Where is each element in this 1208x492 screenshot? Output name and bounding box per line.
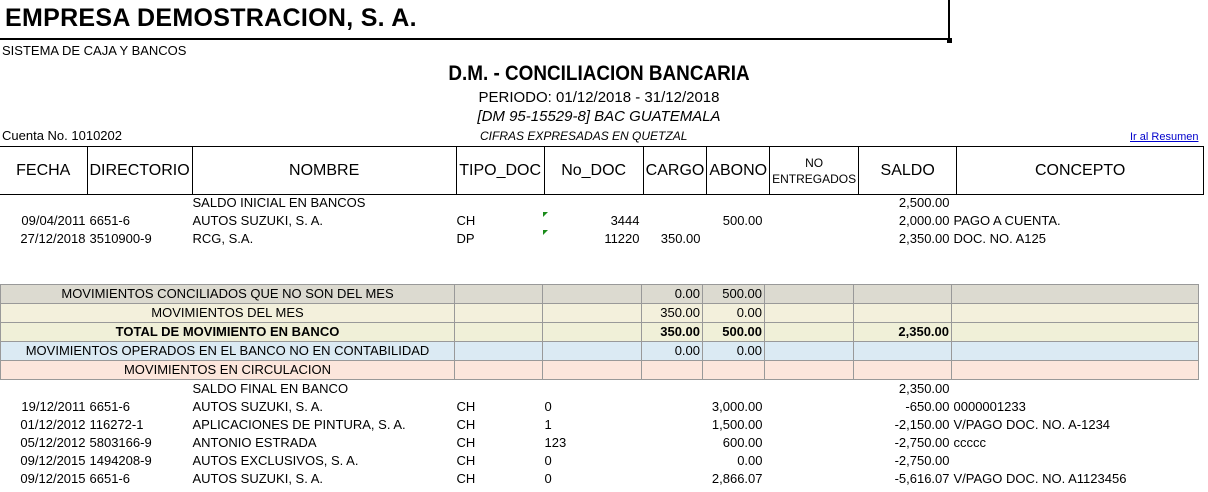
table-row[interactable] xyxy=(1,416,1199,434)
total-abono: 500.00 xyxy=(703,323,765,342)
no-doc-cell: 11220 xyxy=(543,230,642,248)
fecha-cell: 05/12/2012 xyxy=(20,435,86,450)
abono-cell: 1,500.00 xyxy=(711,417,763,432)
circulacion-label: MOVIMIENTOS EN CIRCULACION xyxy=(1,361,455,380)
column-header-row xyxy=(0,146,1204,195)
report-title: D.M. - CONCILIACION BANCARIA xyxy=(448,62,750,85)
fecha-cell: 09/12/2015 xyxy=(20,471,86,486)
total-row xyxy=(1,323,1199,342)
currency-note: CIFRAS EXPRESADAS EN QUETZAL xyxy=(480,129,688,143)
concepto-cell: DOC. NO. A125 xyxy=(953,231,1046,246)
report-period: PERIODO: 01/12/2018 - 31/12/2018 xyxy=(478,89,720,106)
no-doc-cell: 0 xyxy=(544,453,552,468)
fecha-cell: 19/12/2011 xyxy=(21,399,86,414)
saldo-cell: 2,000.00 xyxy=(898,213,950,228)
conciliados-abono: 500.00 xyxy=(703,285,765,304)
column-header-no-doc: No_DOC xyxy=(544,147,643,195)
system-name: SISTEMA DE CAJA Y BANCOS xyxy=(2,43,187,58)
directorio-cell: 6651-6 xyxy=(89,399,130,414)
no-doc-cell: 0 xyxy=(544,399,552,414)
tipo-doc-cell: CH xyxy=(456,435,476,450)
initial-balance-label: SALDO INICIAL EN BANCOS xyxy=(192,195,366,210)
nombre-cell: ANTONIO ESTRADA xyxy=(192,435,317,450)
column-header-fecha: FECHA xyxy=(0,147,87,195)
total-saldo: 2,350.00 xyxy=(854,323,952,342)
saldo-cell: -650.00 xyxy=(905,399,950,414)
directorio-cell: 3510900-9 xyxy=(89,231,152,246)
cell-selection-handle[interactable] xyxy=(947,38,952,43)
nombre-cell: APLICACIONES DE PINTURA, S. A. xyxy=(192,417,406,432)
tipo-doc-cell: CH xyxy=(456,453,476,468)
saldo-cell: -2,150.00 xyxy=(894,417,950,432)
tipo-doc-cell: CH xyxy=(456,399,476,414)
bank-account-name: [DM 95-15529-8] BAC GUATEMALA xyxy=(477,108,721,125)
initial-balance-row xyxy=(1,194,1199,212)
fecha-cell: 01/12/2012 xyxy=(20,417,86,432)
concepto-cell: V/PAGO DOC. NO. A-1234 xyxy=(953,417,1111,432)
no-doc-cell: 1 xyxy=(544,417,552,432)
del-mes-row xyxy=(1,304,1199,323)
directorio-cell: 116272-1 xyxy=(89,417,144,432)
company-name: EMPRESA DEMOSTRACION, S. A. xyxy=(5,4,417,32)
table-row[interactable] xyxy=(1,434,1199,452)
column-header-abono: ABONO xyxy=(707,147,770,195)
summary-link[interactable]: Ir al Resumen xyxy=(1130,131,1199,143)
column-header-concepto: CONCEPTO xyxy=(957,147,1204,195)
concepto-cell: V/PAGO DOC. NO. A1123456 xyxy=(953,471,1127,486)
account-number: Cuenta No. 1010202 xyxy=(2,128,122,143)
operados-abono: 0.00 xyxy=(703,342,765,361)
saldo-cell: -2,750.00 xyxy=(894,453,950,468)
final-balance-row xyxy=(1,380,1199,399)
fecha-cell: 09/12/2015 xyxy=(20,453,86,468)
abono-cell: 0.00 xyxy=(737,453,763,468)
initial-balance-saldo: 2,500.00 xyxy=(898,195,950,210)
concepto-cell: PAGO A CUENTA. xyxy=(953,213,1061,228)
conciliados-row xyxy=(1,285,1199,304)
column-header-cargo: CARGO xyxy=(643,147,707,195)
saldo-cell: 2,350.00 xyxy=(898,231,950,246)
table-row[interactable] xyxy=(1,230,1199,248)
nombre-cell: RCG, S.A. xyxy=(192,231,254,246)
concepto-cell: 0000001233 xyxy=(953,399,1026,414)
total-label: TOTAL DE MOVIMIENTO EN BANCO xyxy=(1,323,455,342)
column-header-saldo: SALDO xyxy=(859,147,957,195)
saldo-cell: -2,750.00 xyxy=(894,435,950,450)
column-header-directorio: DIRECTORIO xyxy=(87,147,192,195)
abono-cell xyxy=(703,230,765,248)
nombre-cell: AUTOS SUZUKI, S. A. xyxy=(192,399,324,414)
concepto-cell xyxy=(952,452,1199,470)
fecha-cell: 09/04/2011 xyxy=(21,213,86,228)
table-row[interactable] xyxy=(1,398,1199,416)
column-header-tipo-doc: TIPO_DOC xyxy=(456,147,544,195)
nombre-cell: AUTOS EXCLUSIVOS, S. A. xyxy=(192,453,359,468)
directorio-cell: 6651-6 xyxy=(89,471,130,486)
tipo-doc-cell: DP xyxy=(456,231,475,246)
table-row[interactable] xyxy=(1,470,1199,488)
saldo-cell: -5,616.07 xyxy=(894,471,950,486)
cargo-cell xyxy=(642,212,703,230)
conciliados-cargo: 0.00 xyxy=(642,285,703,304)
tipo-doc-cell: CH xyxy=(456,213,476,228)
concepto-cell: ccccc xyxy=(953,435,986,450)
directorio-cell: 6651-6 xyxy=(89,213,130,228)
tipo-doc-cell: CH xyxy=(456,417,476,432)
abono-cell: 500.00 xyxy=(722,213,763,228)
column-header-no-entregados: NO ENTREGADOS xyxy=(770,147,859,195)
fecha-cell: 27/12/2018 xyxy=(20,231,86,246)
circulacion-row xyxy=(1,361,1199,380)
abono-cell: 600.00 xyxy=(722,435,763,450)
final-balance-label: SALDO FINAL EN BANCO xyxy=(192,381,349,396)
abono-cell: 3,000.00 xyxy=(711,399,763,414)
nombre-cell: AUTOS SUZUKI, S. A. xyxy=(192,471,324,486)
del-mes-cargo: 350.00 xyxy=(642,304,703,323)
operados-row xyxy=(1,342,1199,361)
operados-cargo: 0.00 xyxy=(642,342,703,361)
reconciliation-table xyxy=(0,194,1199,488)
tipo-doc-cell: CH xyxy=(456,471,476,486)
abono-cell: 2,866.07 xyxy=(711,471,763,486)
del-mes-abono: 0.00 xyxy=(703,304,765,323)
del-mes-label: MOVIMIENTOS DEL MES xyxy=(1,304,455,323)
no-doc-cell: 3444 xyxy=(543,212,642,230)
final-balance-saldo: 2,350.00 xyxy=(898,381,950,396)
table-row[interactable] xyxy=(1,212,1199,230)
conciliados-label: MOVIMIENTOS CONCILIADOS QUE NO SON DEL MES xyxy=(1,285,455,304)
directorio-cell: 1494208-9 xyxy=(89,453,152,468)
column-header-nombre: NOMBRE xyxy=(192,147,456,195)
table-row[interactable] xyxy=(1,452,1199,470)
no-doc-cell: 0 xyxy=(544,471,552,486)
cargo-cell: 350.00 xyxy=(660,231,701,246)
no-doc-cell: 123 xyxy=(544,435,567,450)
nombre-cell: AUTOS SUZUKI, S. A. xyxy=(192,213,324,228)
total-cargo: 350.00 xyxy=(642,323,703,342)
operados-label: MOVIMIENTOS OPERADOS EN EL BANCO NO EN CONTABILIDAD xyxy=(1,342,455,361)
directorio-cell: 5803166-9 xyxy=(89,435,152,450)
